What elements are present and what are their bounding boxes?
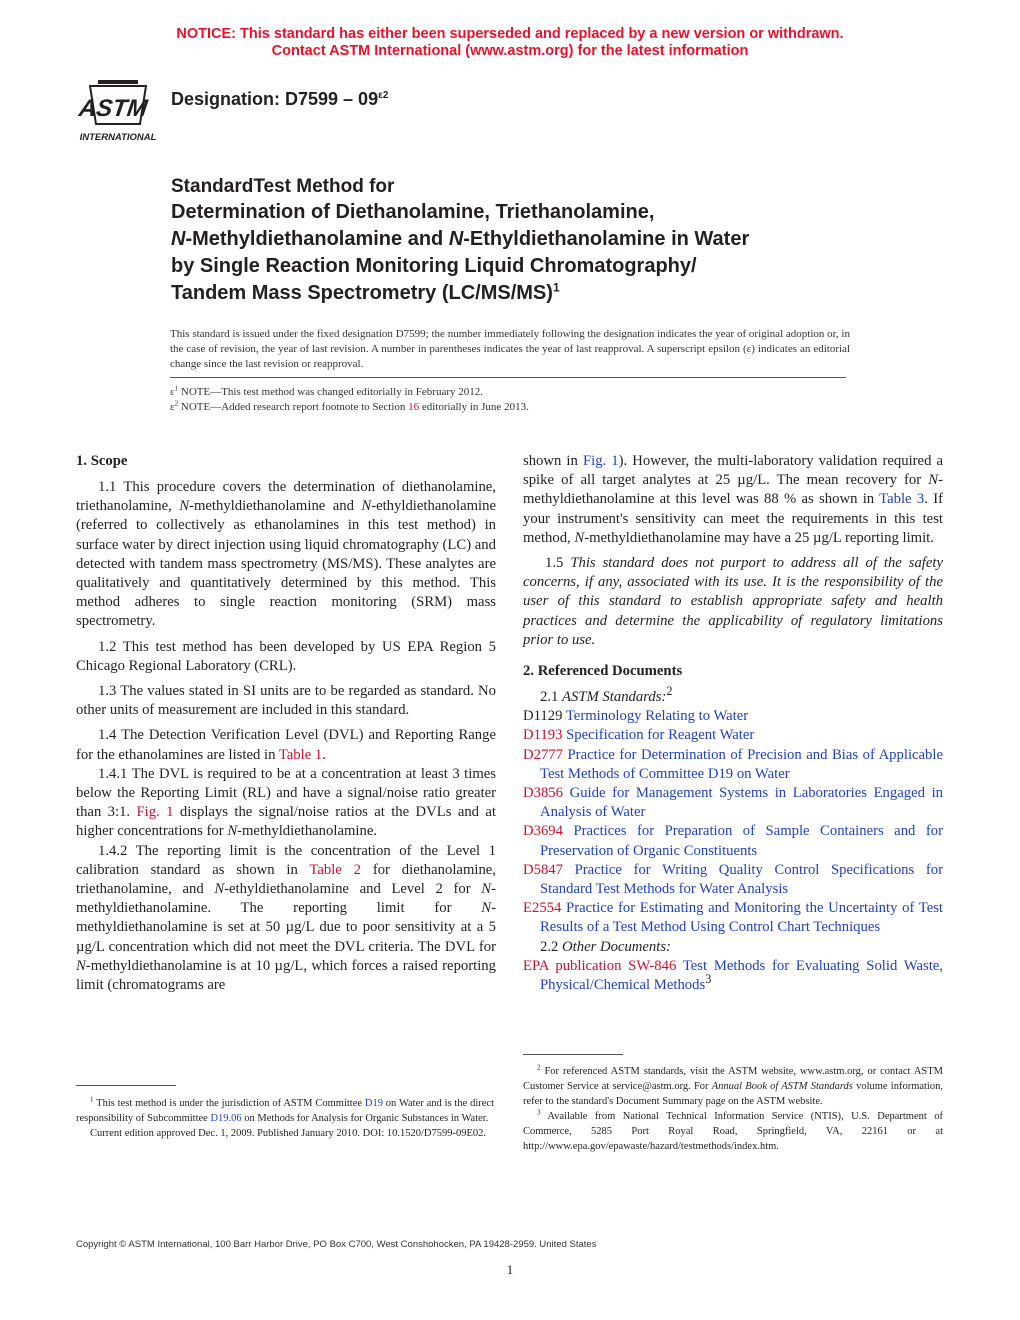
standard-intro: This standard is issued under the fixed designation D7599; the number immediately following the designation indicates the year of original adoption or, in the case of revision, the year of last revision. A number in parentheses indicates the year of last reapproval. A superscript epsilon (ε) indicates an editorial change since the last revision or reapproval. xyxy=(170,328,850,370)
designation-superscript: ε2 xyxy=(378,90,389,101)
fig-1-link-2[interactable]: Fig. 1 xyxy=(582,453,619,469)
referenced-documents-heading: 2. Referenced Documents xyxy=(523,663,683,680)
title-line-4: by Single Reaction Monitoring Liquid Chromatography/ xyxy=(171,255,697,277)
document-title xyxy=(171,174,871,307)
ref-d5847[interactable]: D5847 Practice for Writing Quality Control Specifications for Standard Test Methods for Water Analysis xyxy=(523,861,943,898)
para-1-1: 1.1 This procedure covers the determination of diethanolamine, triethanolamine, N-methyldiethanolamine and N-ethyldiethanolamine (referred to collectively as ethanolamines in this test method) in surface water by direct injection using liquid chromatography (LC) and detected with tandem mass spectrometry (MS/MS). These analytes are qualitatively and quantitatively determined by this method. This method adheres to single reaction monitoring (SRM) mass spectrometry. xyxy=(76,479,496,630)
ref-epa-sw846[interactable]: EPA publication SW-846 Test Methods for Evaluating Solid Waste, Physical/Chemical Methods$^3$ xyxy=(523,957,943,994)
para-1-4-2-continued: shown in Fig. 1). However, the multi-laboratory validation required a spike of all target analytes at 25 µg/L. The mean recovery for N-methyldiethanolamine at this level was 88 % as shown in Table 3. If your instrument's sensitivity can meet the requirements in this test method, N-methyldiethanolamine may have a 25 µg/L reporting limit. xyxy=(523,453,944,546)
para-1-4-1: 1.4.1 The DVL is required to be at a concentration at least 3 times below the Reporting Limit (RL) and have a signal/noise ratio greater than 3:1. Fig. 1 displays the signal/noise ratios at the DVLs and at higher concentrations for N-methyldiethanolamine. xyxy=(76,765,497,840)
footnote-1: $^1$ This test method is under the jurisdiction of ASTM Committee D19 on Water and is the direct responsibility of Subcommittee D19.06 on Methods for Analysis for Organic Substances in Water. Current edition approved Dec. 1, 2009. Published January 2010. DOI: 10.1520/D7599-09E02. xyxy=(76,1095,494,1139)
ref-e2554[interactable]: E2554 Practice for Estimating and Monitoring the Uncertainty of Test Results of a Test Method Using Control Chart Techniques xyxy=(523,900,944,936)
withdrawal-notice xyxy=(0,26,1020,60)
title-line-5: Tandem Mass Spectrometry $(LC/MS/MS)^1$ xyxy=(171,280,560,304)
svg-text:INTERNATIONAL: INTERNATIONAL xyxy=(79,132,157,143)
para-1-4-2: 1.4.2 The reporting limit is the concentration of the Level 1 calibration standard as shown in Table 2 for diethanolamine, triethanolamine, and N-ethyldiethanolamine and Level 2 for N-methyldiethanolamine. The reporting limit for N-methyldiethanolamine is set at 50 µg/L due to poor sensitivity at a 5 µg/L concentration which did not meet the DVL criteria. The DVL for N-methyldiethanolamine is at 10 µg/L, which forces a raised reporting limit (chromatograms are xyxy=(76,842,496,994)
notice-line-2: Contact ASTM International (www.astm.org) for the latest information xyxy=(271,43,749,59)
ref-d3856[interactable]: D3856 Guide for Management Systems in Laboratories Engaged in Analysis of Water xyxy=(523,785,944,821)
subcommittee-d19-06-link[interactable]: D19.06 xyxy=(210,1113,242,1124)
table-3-link[interactable]: Table 3 xyxy=(879,491,925,508)
ref-d2777[interactable]: D2777 Practice for Determination of Precision and Bias of Applicable Test Methods of Committee D19 on Water xyxy=(523,746,944,782)
other-documents-label: 2.2 Other Documents: xyxy=(540,938,671,955)
footnotes-right xyxy=(523,1064,943,1154)
ref-d3694[interactable]: D3694 Practices for Preparation of Sample Containers and for Preservation of Organic Constituents xyxy=(523,823,943,859)
title-line-3: N-Methyldiethanolamine and N-Ethyldiethanolamine in Water xyxy=(171,228,750,250)
editorial-note-1: $\varepsilon^1$ NOTE—This test method was changed editorially in February 2012. xyxy=(170,384,484,398)
designation-label: Designation: D7599 – 09 xyxy=(171,89,379,109)
para-1-4: 1.4 The Detection Verification Level (DVL) and Reporting Range for the ethanolamines are listed in Table 1. xyxy=(76,727,496,763)
scope-heading: 1. Scope xyxy=(76,453,128,469)
editorial-note-2: $\varepsilon^2$ NOTE—Added research report footnote to Section 16 editorially in June 2013. xyxy=(170,399,529,413)
footnote-divider-right xyxy=(523,1054,623,1055)
svg-text:ASTM: ASTM xyxy=(77,95,150,122)
title-footnote-mark: 1 xyxy=(552,280,560,295)
table-1-link[interactable]: Table 1 xyxy=(278,746,323,763)
para-1-2: 1.2 This test method has been developed by US EPA Region 5 Chicago Regional Laboratory (CRL). xyxy=(76,638,496,674)
ref-d1129[interactable]: D1129 Terminology Relating to Water xyxy=(523,708,749,725)
para-1-3: 1.3 The values stated in SI units are to be regarded as standard. No other units of measurement are included in this standard. xyxy=(76,683,496,719)
title-line-1: StandardTest Method for xyxy=(171,176,395,197)
copyright: Copyright © ASTM International, 100 Barr Harbor Drive, PO Box C700, West Conshohocken, PA 19428-2959. United States xyxy=(76,1239,597,1250)
divider xyxy=(170,377,846,378)
committee-d19-link[interactable]: D19 xyxy=(364,1098,383,1109)
section-16-link[interactable]: 16 xyxy=(408,401,420,413)
designation xyxy=(171,89,388,110)
footnote-3: $^3$ Available from National Technical Information Service (NTIS), U.S. Department of Commerce, 5285 Port Royal Road, Springfield, VA, 22161 or at http://www.epa.gov/epawaste/hazard/testmethods/index.htm. xyxy=(523,1108,943,1152)
title-line-2: Determination of Diethanolamine, Triethanolamine, xyxy=(171,201,655,223)
fig-1-link[interactable]: Fig. 1 xyxy=(136,804,174,821)
right-column xyxy=(523,452,943,995)
ref-d1193[interactable]: D1193 Specification for Reagent Water xyxy=(523,727,755,744)
astm-standards-label: 2.1 ASTM Standards:$^2$ xyxy=(540,684,673,706)
para-1-5: 1.5 This standard does not purport to address all of the safety concerns, if any, associated with its use. It is the responsibility of the user of this standard to establish appropriate safety and health practices and determine the applicability of regulatory limitations prior to use. xyxy=(523,555,944,648)
editorial-notes xyxy=(170,385,529,415)
footnote-2: $^2$ For referenced ASTM standards, visit the ASTM website, www.astm.org, or contact ASTM Customer Service at service@astm.org. For Annual Book of ASTM Standards volume information, refer to the standard's Document Summary page on the ASTM website. xyxy=(523,1063,943,1107)
footnote-divider-left xyxy=(76,1085,176,1086)
page-number: 1 xyxy=(506,1262,514,1277)
astm-logo xyxy=(76,74,160,146)
left-column xyxy=(76,452,496,1001)
table-2-link[interactable]: Table 2 xyxy=(309,861,361,878)
notice-line-1: NOTICE: This standard has either been superseded and replaced by a new version or withdrawn. xyxy=(176,26,844,42)
